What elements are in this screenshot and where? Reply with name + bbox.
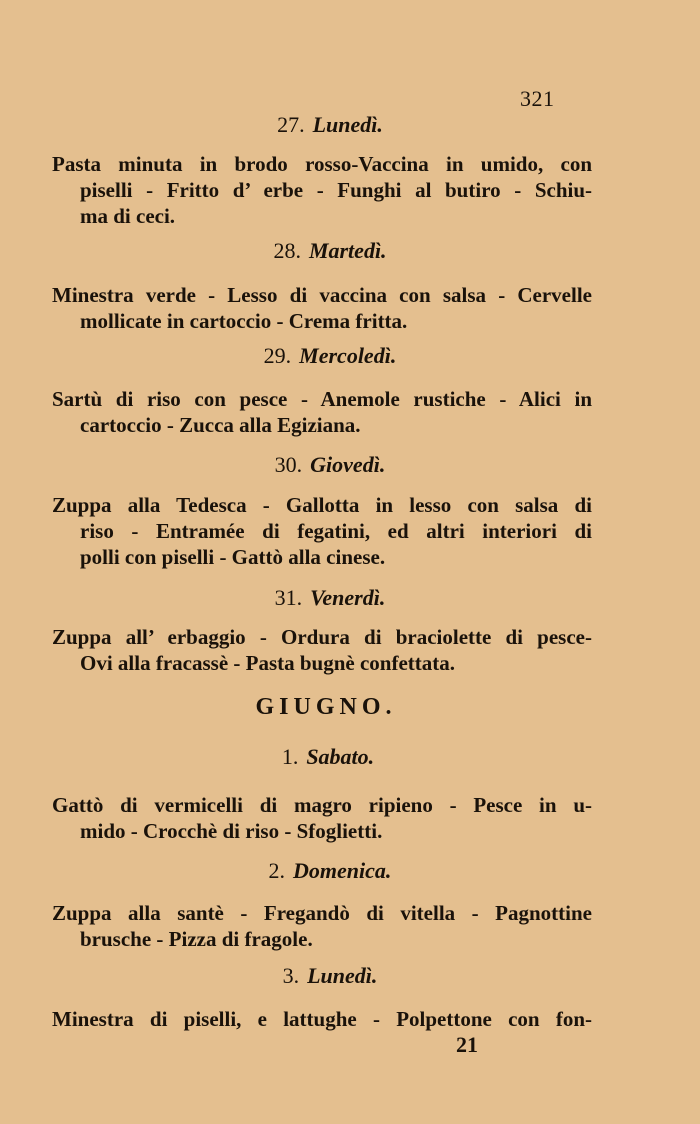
day-number: 2.: [268, 858, 286, 883]
menu-line: Sartù di riso con pesce - Anemole rustiche - Alici in: [52, 387, 592, 411]
menu-line: Zuppa all’ erbaggio - Ordura di braciolette di pesce-: [52, 625, 592, 649]
menu-line: mollicate in cartoccio - Crema fritta.: [80, 309, 408, 333]
menu-line: riso - Entramée di fegatini, ed altri interiori di: [80, 519, 592, 543]
day-number: 28.: [273, 238, 301, 263]
menu-line: ma di ceci.: [80, 204, 176, 228]
menu-line: Zuppa alla santè - Fregandò di vitella - Pagnottine: [52, 901, 592, 925]
day-name: Mercoledì.: [299, 343, 397, 368]
day-heading: [10, 343, 650, 369]
day-name: Giovedì.: [310, 452, 386, 477]
day-number: 31.: [274, 585, 303, 610]
menu-entry: [52, 1006, 592, 1032]
page-number: 321: [520, 86, 555, 111]
menu-entry: [52, 624, 592, 676]
menu-line: Pasta minuta in brodo rosso-Vaccina in umido, con: [52, 152, 592, 176]
menu-line: Zuppa alla Tedesca - Gallotta in lesso con salsa di: [52, 493, 592, 517]
day-name: Martedì.: [308, 238, 387, 263]
day-name: Sabato.: [306, 744, 375, 769]
day-name: Domenica.: [293, 858, 392, 883]
day-heading: [10, 112, 650, 138]
menu-line: Ovi alla fracassè - Pasta bugnè confettata.: [80, 651, 456, 675]
day-heading: [10, 452, 650, 478]
menu-entry: [52, 282, 592, 334]
day-name: Lunedì.: [312, 112, 383, 137]
day-heading: [10, 238, 650, 264]
month-heading: GIUGNO.: [255, 694, 397, 720]
menu-line: piselli - Fritto d’ erbe - Funghi al butiro - Schiu-: [80, 178, 592, 202]
day-number: 27.: [277, 112, 305, 137]
day-number: 30.: [274, 452, 303, 477]
day-name: Venerdì.: [310, 585, 386, 610]
menu-entry: [52, 792, 592, 844]
day-name: Lunedì.: [307, 963, 378, 988]
menu-line: Gattò di vermicelli di magro ripieno - Pesce in u-: [52, 793, 592, 817]
day-heading: [10, 858, 650, 884]
menu-line: Minestra verde - Lesso di vaccina con salsa - Cervelle: [52, 283, 592, 307]
menu-line: mido - Crocchè di riso - Sfoglietti.: [80, 819, 383, 843]
menu-line: Minestra di piselli, e lattughe - Polpettone con fon-: [52, 1007, 592, 1031]
menu-entry: [52, 492, 592, 570]
day-heading: [10, 963, 650, 989]
day-heading: [10, 585, 650, 611]
day-number: 1.: [281, 744, 299, 769]
day-number: 3.: [282, 963, 300, 988]
signature-mark: 21: [456, 1032, 478, 1057]
menu-line: brusche - Pizza di fragole.: [80, 927, 313, 951]
menu-entry: [52, 386, 592, 438]
day-heading: [8, 744, 648, 770]
menu-line: cartoccio - Zucca alla Egiziana.: [80, 413, 361, 437]
day-number: 29.: [263, 343, 292, 368]
menu-entry: [52, 900, 592, 952]
menu-line: polli con piselli - Gattò alla cinese.: [80, 545, 386, 569]
menu-entry: [52, 151, 592, 229]
